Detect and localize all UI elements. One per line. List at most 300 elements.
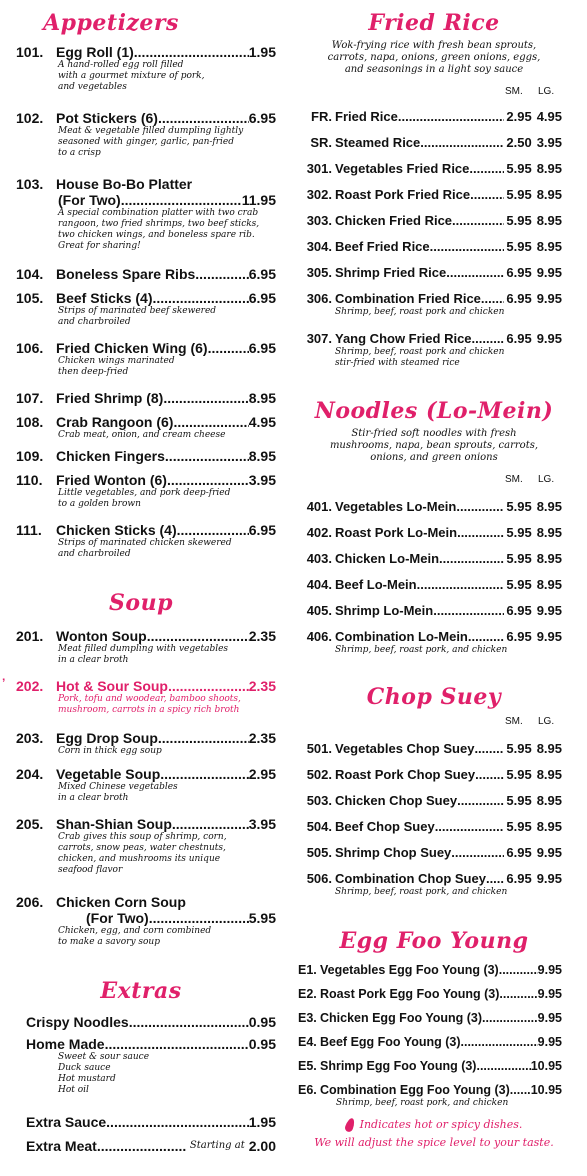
menu-item-line xyxy=(16,730,276,746)
item-price-small: 5.95 xyxy=(506,239,532,254)
leader-dots xyxy=(470,187,504,203)
item-price-small: 6.95 xyxy=(506,603,532,618)
item-price-small: 5.95 xyxy=(506,187,532,202)
item-description: Shrimp, beef, roast pork, and chicken xyxy=(335,645,508,655)
item-description: chicken, and mushrooms its unique xyxy=(58,854,221,864)
item-description: Strips of marinated beef skewered xyxy=(58,306,217,316)
item-price-large: 8.95 xyxy=(536,577,562,592)
menu-item-line-2 xyxy=(16,910,276,926)
leader-dots xyxy=(172,816,249,832)
leader-dots xyxy=(452,213,504,229)
item-name: Yang Chow Fried Rice xyxy=(335,331,472,346)
item-description: and charbroiled xyxy=(58,317,131,327)
menu-item xyxy=(298,819,562,835)
item-name: Chicken Lo-Mein xyxy=(335,551,440,566)
menu-item-line xyxy=(298,187,562,203)
menu-item-line-2 xyxy=(16,192,276,208)
item-name: Egg Drop Soup xyxy=(56,730,158,746)
item-price-large: 8.95 xyxy=(536,767,562,782)
leader-dots xyxy=(446,265,504,281)
item-number: 203. xyxy=(16,730,44,746)
item-number: 111. xyxy=(16,522,42,538)
item-description: Shrimp, beef, roast pork, and chicken xyxy=(336,1098,509,1108)
item-name: Shrimp Fried Rice xyxy=(335,265,447,280)
item-description: Hot mustard xyxy=(58,1074,116,1084)
menu-item-line xyxy=(16,522,276,538)
menu-item-line xyxy=(26,1014,276,1030)
menu-item-line xyxy=(16,176,276,192)
leader-dots xyxy=(97,1138,186,1154)
item-price: 3.95 xyxy=(248,472,276,488)
leader-dots xyxy=(435,819,505,835)
item-description: carrots, snow peas, water chestnuts, xyxy=(58,843,226,853)
item-name: Extra Sauce xyxy=(26,1114,107,1130)
menu-item xyxy=(298,525,562,541)
item-number: 304. xyxy=(306,239,332,254)
item-name: Egg Roll (1) xyxy=(56,44,134,60)
item-description: Shrimp, beef, roast pork, and chicken xyxy=(335,887,508,897)
menu-item-line xyxy=(298,109,562,125)
fried-rice-lg-header: LG. xyxy=(538,86,555,97)
chili-pepper-icon xyxy=(343,1117,355,1133)
item-price-small: 6.95 xyxy=(506,291,532,306)
leader-dots xyxy=(167,472,249,488)
item-name: Chicken Corn Soup xyxy=(56,894,186,910)
menu-item-line xyxy=(298,161,562,177)
item-number: 102. xyxy=(16,110,44,126)
item-number: 206. xyxy=(16,894,44,910)
item-number: 501. xyxy=(306,741,332,756)
item-price-large: 9.95 xyxy=(536,629,562,644)
leader-dots xyxy=(195,266,248,282)
item-price-small: 5.95 xyxy=(506,741,532,756)
item-price: 2.00 xyxy=(248,1138,276,1154)
item-number: 205. xyxy=(16,816,44,832)
item-name: Beef Sticks (4) xyxy=(56,290,153,306)
item-description: Meat filled dumpling with vegetables xyxy=(58,644,229,654)
item-price-large: 4.95 xyxy=(536,109,562,124)
menu-item-line xyxy=(16,390,276,406)
item-description: and vegetables xyxy=(58,82,127,92)
menu-item-line xyxy=(298,213,562,229)
menu-item xyxy=(298,161,562,177)
item-number: SR. xyxy=(310,135,332,150)
item-description: with a gourmet mixture of pork, xyxy=(58,71,205,81)
item-price: 1.95 xyxy=(248,1114,276,1130)
item-number: 502. xyxy=(306,767,332,782)
item-name: Roast Pork Egg Foo Young (3) xyxy=(320,987,500,1001)
item-number: 106. xyxy=(16,340,44,356)
item-description: Chicken wings marinated xyxy=(58,356,175,366)
menu-item xyxy=(298,1010,562,1026)
item-name: Hot & Sour Soup xyxy=(56,678,168,694)
item-name: Fried Rice xyxy=(335,109,398,124)
menu-item xyxy=(26,1036,276,1096)
menu-item xyxy=(298,213,562,229)
menu-item xyxy=(2,676,276,716)
menu-item xyxy=(26,1014,276,1030)
item-price-large: 9.95 xyxy=(536,603,562,618)
item-price: 6.95 xyxy=(248,290,276,306)
menu-item-line xyxy=(298,603,562,619)
section-description-line: mushrooms, napa, bean sprouts, carrots, xyxy=(329,440,539,451)
item-name: Beef Fried Rice xyxy=(335,239,430,254)
item-description: Hot oil xyxy=(58,1085,89,1095)
item-number: 103. xyxy=(16,176,44,192)
item-number: 303. xyxy=(306,213,332,228)
item-description: two chicken wings, and boneless spare rib. xyxy=(58,230,255,240)
item-name: Chicken Chop Suey xyxy=(335,793,458,808)
menu-item-line xyxy=(298,767,562,783)
item-price: 10.95 xyxy=(530,1083,562,1097)
item-price-large: 8.95 xyxy=(536,161,562,176)
leader-dots xyxy=(457,525,504,541)
leader-dots xyxy=(486,871,504,887)
leader-dots xyxy=(433,603,504,619)
menu-item-line xyxy=(16,414,276,430)
item-price: 3.95 xyxy=(248,816,276,832)
item-price-small: 6.95 xyxy=(506,629,532,644)
item-number: 401. xyxy=(306,499,332,514)
item-price-small: 2.95 xyxy=(506,109,532,124)
item-price: 6.95 xyxy=(248,110,276,126)
item-number: 505. xyxy=(306,845,332,860)
item-price-large: 3.95 xyxy=(536,135,562,150)
menu-item xyxy=(16,290,276,328)
item-price: 5.95 xyxy=(248,910,276,926)
menu-item xyxy=(298,577,562,593)
menu-item xyxy=(298,265,562,281)
item-description: mushroom, carrots in a spicy rich broth xyxy=(58,705,240,715)
item-number: 104. xyxy=(16,266,44,282)
leader-dots xyxy=(475,767,504,783)
item-price-small: 5.95 xyxy=(506,525,532,540)
noodles-description xyxy=(298,428,570,464)
leader-dots xyxy=(417,577,505,593)
menu-item-line xyxy=(16,448,276,464)
item-price-small: 6.95 xyxy=(506,845,532,860)
item-number: 105. xyxy=(16,290,44,306)
item-price: 6.95 xyxy=(248,340,276,356)
item-name: Combination Lo-Mein xyxy=(335,629,468,644)
menu-item xyxy=(298,962,562,978)
menu-item xyxy=(16,44,276,93)
item-name: Chicken Fried Rice xyxy=(335,213,453,228)
menu-item-line xyxy=(298,629,562,645)
leader-dots xyxy=(474,741,504,757)
leader-dots xyxy=(420,135,504,151)
menu-item xyxy=(298,239,562,255)
leader-dots xyxy=(208,340,249,356)
leader-dots xyxy=(177,522,249,538)
menu-item-line xyxy=(298,577,562,593)
item-description: Meat & vegetable filled dumpling lightly xyxy=(58,126,244,136)
noodles-heading: Noodles (Lo-Mein) xyxy=(314,398,554,424)
item-description: in a clear broth xyxy=(58,655,129,665)
item-price: 10.95 xyxy=(530,1059,562,1073)
menu-item xyxy=(298,629,562,656)
menu-item-line xyxy=(298,986,562,1002)
item-description: A special combination platter with two crab xyxy=(58,208,259,218)
leader-dots xyxy=(451,845,504,861)
leader-dots xyxy=(510,1082,531,1098)
item-number: 302. xyxy=(306,187,332,202)
menu-item-line xyxy=(16,894,276,910)
item-name: Roast Pork Lo-Mein xyxy=(335,525,458,540)
menu-item xyxy=(16,390,276,406)
menu-item-line xyxy=(298,871,562,887)
menu-item xyxy=(16,340,276,378)
leader-dots xyxy=(456,499,504,515)
item-price-large: 8.95 xyxy=(536,741,562,756)
item-number: 402. xyxy=(306,525,332,540)
menu-item xyxy=(298,793,562,809)
item-description: Corn in thick egg soup xyxy=(58,746,162,756)
item-description: stir-fried with steamed rice xyxy=(335,358,460,368)
menu-item xyxy=(16,730,276,757)
item-description: Chicken, egg, and corn combined xyxy=(58,926,212,936)
item-number: 202. xyxy=(16,678,44,694)
menu-item-line xyxy=(26,1036,276,1052)
menu-item xyxy=(298,986,562,1002)
leader-dots xyxy=(468,629,505,645)
appetizers-heading: Appetizers xyxy=(43,10,179,36)
leader-dots xyxy=(165,448,249,464)
menu-item xyxy=(16,894,276,948)
menu-item-line xyxy=(298,819,562,835)
leader-dots xyxy=(457,793,504,809)
item-price-small: 5.95 xyxy=(506,161,532,176)
leader-dots xyxy=(168,678,249,694)
item-description: and charbroiled xyxy=(58,549,131,559)
leader-dots xyxy=(461,1034,538,1050)
menu-item xyxy=(26,1138,276,1154)
leader-dots xyxy=(430,239,505,255)
item-price: 8.95 xyxy=(248,448,276,464)
item-name: Vegetables Lo-Mein xyxy=(335,499,457,514)
item-name: Shrimp Chop Suey xyxy=(335,845,452,860)
item-number: 204. xyxy=(16,766,44,782)
menu-item xyxy=(16,766,276,804)
item-number: 503. xyxy=(306,793,332,808)
leader-dots xyxy=(499,962,538,978)
leader-dots xyxy=(105,1036,249,1052)
item-number: E1. xyxy=(298,963,317,977)
item-description: Shrimp, beef, roast pork and chicken xyxy=(335,347,505,357)
item-name: Crispy Noodles xyxy=(26,1014,129,1030)
item-number: 307. xyxy=(306,331,332,346)
item-name: House Bo-Bo Platter xyxy=(56,176,193,192)
item-number: 403. xyxy=(306,551,332,566)
item-number: 201. xyxy=(16,628,44,644)
item-name: Shrimp Lo-Mein xyxy=(335,603,434,618)
menu-item xyxy=(298,767,562,783)
item-name: Beef Egg Foo Young (3) xyxy=(320,1035,461,1049)
item-price: 9.95 xyxy=(537,1011,562,1025)
item-number: 110. xyxy=(16,472,43,488)
item-description: to make a savory soup xyxy=(58,937,160,947)
item-price-large: 8.95 xyxy=(536,525,562,540)
item-number: 406. xyxy=(306,629,332,644)
item-name: Boneless Spare Ribs xyxy=(56,266,196,282)
item-name: Shrimp Egg Foo Young (3) xyxy=(320,1059,477,1073)
item-price-large: 8.95 xyxy=(536,551,562,566)
menu-item xyxy=(16,110,276,159)
menu-item-line xyxy=(298,499,562,515)
leader-dots xyxy=(149,910,249,926)
menu-item xyxy=(298,1034,562,1050)
item-description: Great for sharing! xyxy=(58,241,141,251)
leader-dots xyxy=(147,628,249,644)
chop-suey-heading: Chop Suey xyxy=(366,684,502,710)
menu-item-line xyxy=(298,845,562,861)
item-price-large: 9.95 xyxy=(536,331,562,346)
menu-item-line xyxy=(298,741,562,757)
chop-suey-lg-header: LG. xyxy=(538,716,555,727)
chili-pepper-icon: ’ xyxy=(2,676,6,690)
menu-item-line xyxy=(26,1114,276,1130)
leader-dots xyxy=(469,161,504,177)
item-price: 9.95 xyxy=(537,987,562,1001)
menu-item xyxy=(16,816,276,876)
item-price: 2.35 xyxy=(248,730,276,746)
menu-item xyxy=(16,448,276,464)
item-number: 101. xyxy=(16,44,44,60)
egg-foo-young-heading: Egg Foo Young xyxy=(339,928,529,954)
leader-dots xyxy=(152,290,248,306)
leader-dots xyxy=(134,44,249,60)
menu-item-line xyxy=(26,1138,276,1154)
menu-item-line xyxy=(298,265,562,281)
item-description: to a golden brown xyxy=(58,499,141,509)
item-price-large: 8.95 xyxy=(536,213,562,228)
menu-item-line xyxy=(298,551,562,567)
item-name: Fried Wonton (6) xyxy=(56,472,167,488)
item-price: 9.95 xyxy=(537,963,562,977)
item-name: Wonton Soup xyxy=(56,628,147,644)
item-name: Fried Shrimp (8) xyxy=(56,390,164,406)
item-number: E2. xyxy=(298,987,317,1001)
menu-item-line xyxy=(298,1010,562,1026)
menu-item-line xyxy=(16,340,276,356)
menu-item-line xyxy=(298,331,562,347)
menu-item xyxy=(16,522,276,560)
item-number: E3. xyxy=(298,1011,317,1025)
item-price: 6.95 xyxy=(248,266,276,282)
menu-item-line xyxy=(298,962,562,978)
menu-item xyxy=(298,845,562,861)
fried-rice-heading: Fried Rice xyxy=(368,10,500,36)
item-price-small: 2.50 xyxy=(506,135,532,150)
menu-item-line xyxy=(298,1082,562,1098)
leader-dots xyxy=(398,109,505,125)
noodles-sm-header: SM. xyxy=(505,474,523,485)
item-price-small: 5.95 xyxy=(506,213,532,228)
menu-item xyxy=(298,871,562,898)
item-name: Steamed Rice xyxy=(335,135,421,150)
item-name: Combination Egg Foo Young (3) xyxy=(320,1083,510,1097)
leader-dots xyxy=(439,551,504,567)
item-price: 4.95 xyxy=(248,414,276,430)
spicy-legend-text: Indicates hot or spicy dishes. xyxy=(359,1118,523,1131)
item-number: 305. xyxy=(306,265,332,280)
item-name: Combination Chop Suey xyxy=(335,871,486,886)
menu-item xyxy=(298,331,562,369)
leader-dots xyxy=(158,110,249,126)
leader-dots xyxy=(476,1058,530,1074)
item-description: Strips of marinated chicken skewered xyxy=(58,538,232,548)
item-number: 301. xyxy=(306,161,332,176)
item-name: Fried Chicken Wing (6) xyxy=(56,340,208,356)
item-price-large: 9.95 xyxy=(536,265,562,280)
item-number: 504. xyxy=(306,819,332,834)
item-name: Chicken Fingers xyxy=(56,448,165,464)
leader-dots xyxy=(106,1114,249,1130)
item-price: 6.95 xyxy=(248,522,276,538)
item-price-large: 8.95 xyxy=(536,187,562,202)
menu-item-line xyxy=(16,44,276,60)
soup-heading: Soup xyxy=(109,590,173,616)
leader-dots xyxy=(158,730,249,746)
item-name: Chicken Egg Foo Young (3) xyxy=(320,1011,483,1025)
menu-item xyxy=(298,1082,562,1109)
item-description: Mixed Chinese vegetables xyxy=(58,782,178,792)
item-name: Vegetable Soup xyxy=(56,766,161,782)
menu-item-line xyxy=(16,628,276,644)
item-description: to a crisp xyxy=(58,148,101,158)
item-name: Pot Stickers (6) xyxy=(56,110,158,126)
item-number: E5. xyxy=(298,1059,317,1073)
menu-item-line xyxy=(16,110,276,126)
item-description: seasoned with ginger, garlic, pan-fried xyxy=(58,137,235,147)
leader-dots xyxy=(173,414,248,430)
item-price-small: 5.95 xyxy=(506,793,532,808)
section-description-line: onions, and green onions xyxy=(370,452,498,463)
menu-item xyxy=(16,266,276,282)
item-name: Beef Lo-Mein xyxy=(335,577,417,592)
item-name: Beef Chop Suey xyxy=(335,819,435,834)
menu-item xyxy=(298,741,562,757)
menu-item-line xyxy=(298,239,562,255)
item-price-small: 5.95 xyxy=(506,551,532,566)
menu-item xyxy=(298,1058,562,1074)
item-number: 108. xyxy=(16,414,44,430)
item-number: FR. xyxy=(311,109,332,124)
menu-item-line xyxy=(16,266,276,282)
menu-item-line xyxy=(16,766,276,782)
item-name: Roast Pork Fried Rice xyxy=(335,187,471,202)
menu-item-line xyxy=(298,1034,562,1050)
item-description: Crab meat, onion, and cream cheese xyxy=(58,430,226,440)
menu-item xyxy=(16,472,276,510)
leader-dots xyxy=(129,1014,249,1030)
item-description: Sweet & sour sauce xyxy=(58,1052,150,1062)
item-price: 2.35 xyxy=(248,628,276,644)
item-number: 306. xyxy=(306,291,332,306)
item-description: Duck sauce xyxy=(58,1063,111,1073)
leader-dots xyxy=(121,192,242,208)
footer-note xyxy=(298,1116,570,1152)
item-price-large: 8.95 xyxy=(536,239,562,254)
item-price: 9.95 xyxy=(537,1035,562,1049)
menu-item xyxy=(26,1114,276,1130)
menu-item xyxy=(298,603,562,619)
menu-item-line xyxy=(16,816,276,832)
item-description: Shrimp, beef, roast pork and chicken xyxy=(335,307,505,317)
item-name: Vegetables Chop Suey xyxy=(335,741,475,756)
item-price-small: 6.95 xyxy=(506,265,532,280)
item-price-small: 6.95 xyxy=(506,871,532,886)
